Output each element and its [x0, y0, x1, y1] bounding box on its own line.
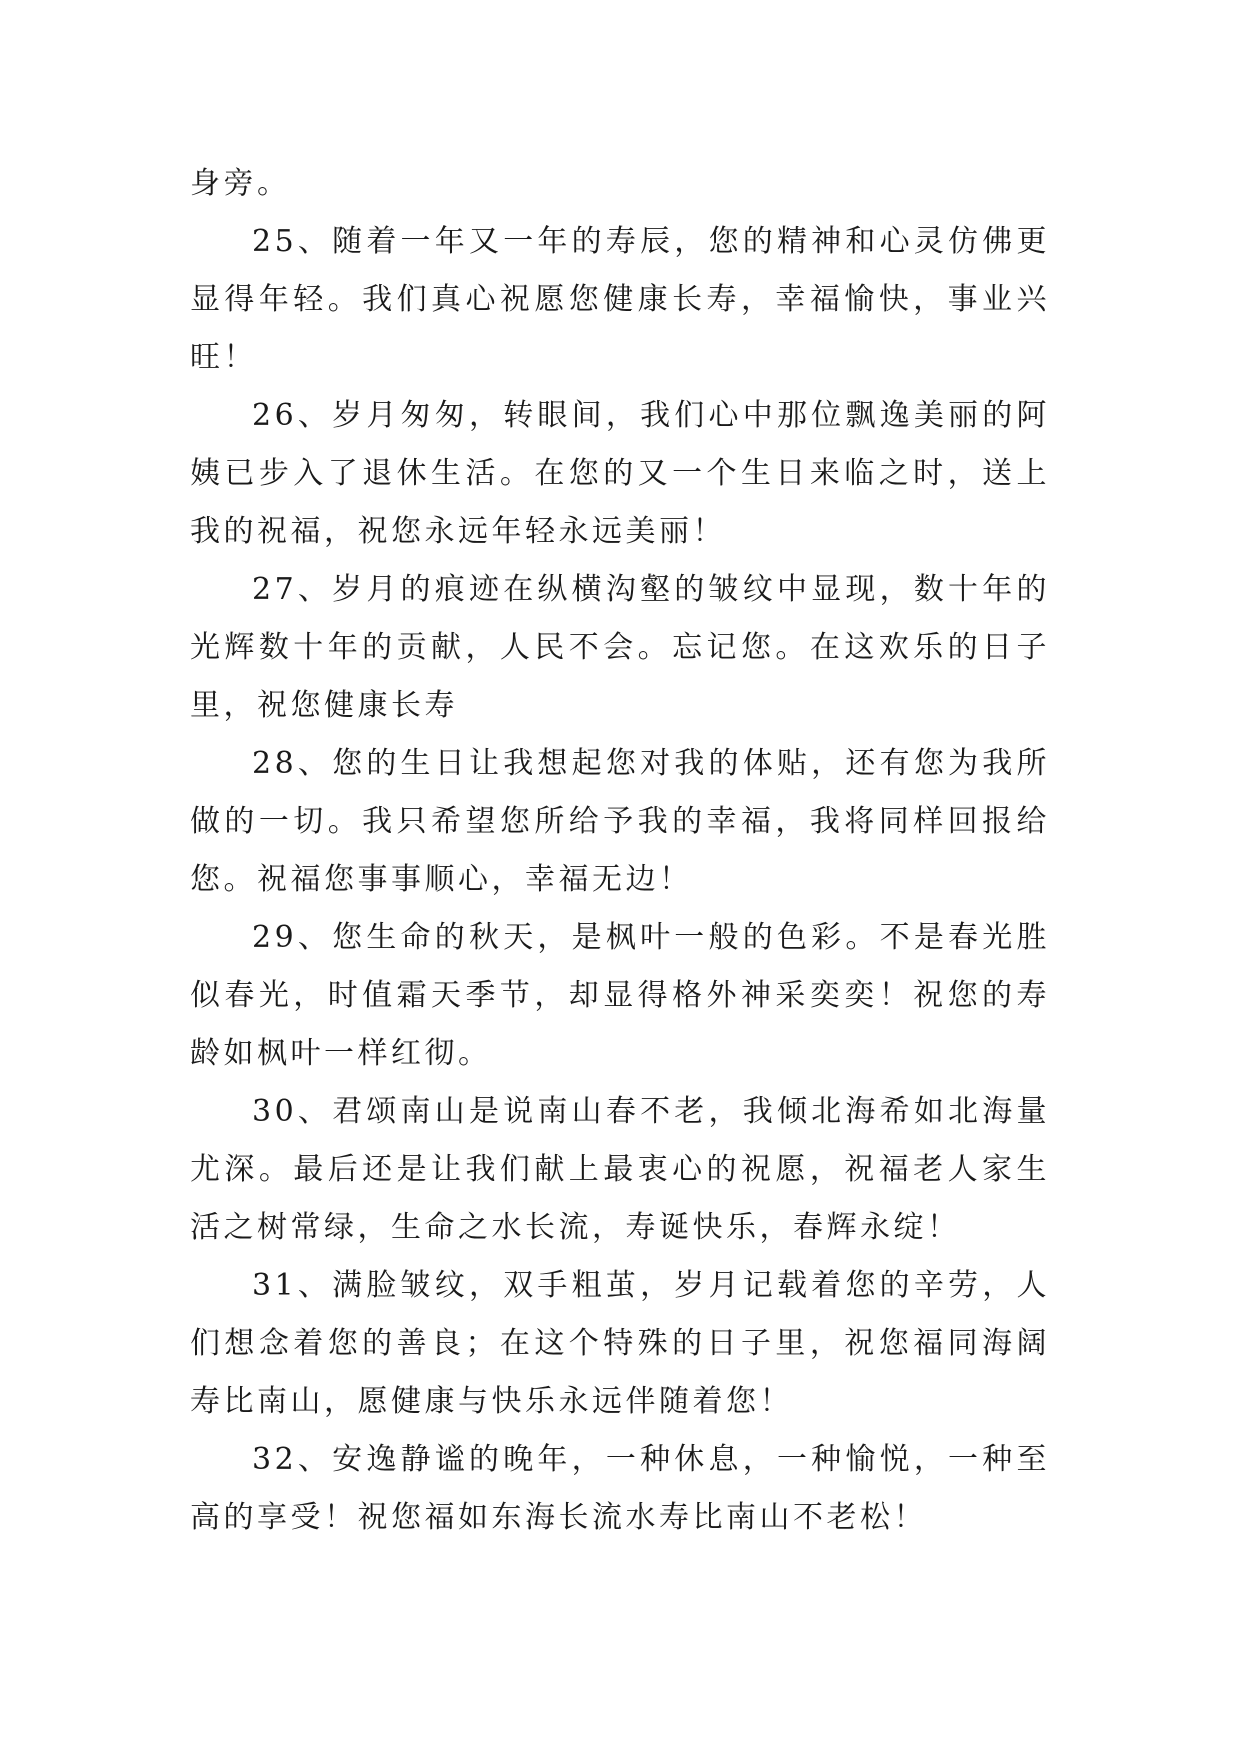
- paragraph-29: 29、您生命的秋天，是枫叶一般的色彩。不是春光胜似春光，时值霜天季节，却显得格外神采奕奕！祝您的寿龄如枫叶一样红彻。: [190, 920, 1050, 1071]
- paragraph-31: 31、满脸皱纹，双手粗茧，岁月记载着您的辛劳，人们想念着您的善良；在这个特殊的日子里，祝您福同海阔寿比南山，愿健康与快乐永远伴随着您！: [190, 1268, 1050, 1419]
- paragraph-25: 25、随着一年又一年的寿辰，您的精神和心灵仿佛更显得年轻。我们真心祝愿您健康长寿，幸福愉快，事业兴旺！: [190, 224, 1050, 375]
- paragraph-30: 30、君颂南山是说南山春不老，我倾北海希如北海量尤深。最后还是让我们献上最衷心的祝愿，祝福老人家生活之树常绿，生命之水长流，寿诞快乐，春辉永绽！: [190, 1094, 1050, 1245]
- paragraph-continuation: 身旁。: [190, 166, 291, 201]
- paragraph-28: 28、您的生日让我想起您对我的体贴，还有您为我所做的一切。我只希望您所给予我的幸福，我将同样回报给您。祝福您事事顺心，幸福无边！: [190, 746, 1050, 897]
- paragraph-32: 32、安逸静谧的晚年，一种休息，一种愉悦，一种至高的享受！祝您福如东海长流水寿比南山不老松！: [190, 1442, 1050, 1535]
- paragraph-27: 27、岁月的痕迹在纵横沟壑的皱纹中显现，数十年的光辉数十年的贡献，人民不会。忘记您。在这欢乐的日子里，祝您健康长寿: [190, 572, 1050, 723]
- paragraph-26: 26、岁月匆匆，转眼间，我们心中那位飘逸美丽的阿姨已步入了退休生活。在您的又一个生日来临之时，送上我的祝福，祝您永远年轻永远美丽！: [190, 398, 1050, 549]
- document-body: [190, 155, 1050, 1547]
